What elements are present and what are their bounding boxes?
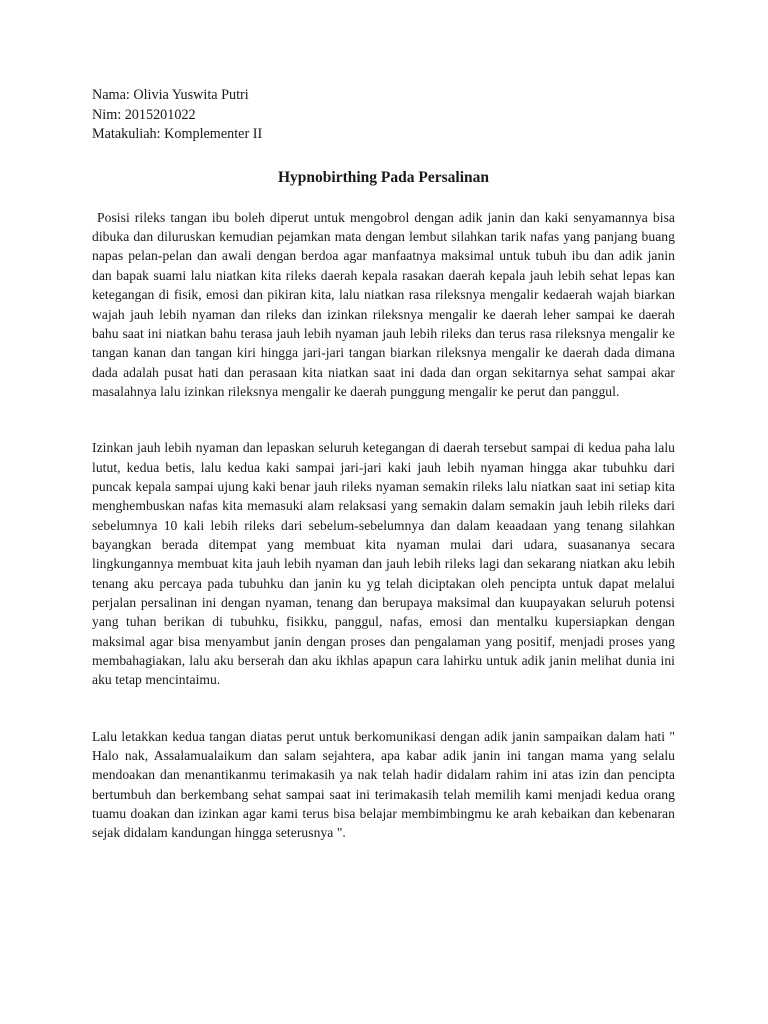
course-name: Matakuliah: Komplementer II [92, 126, 263, 143]
student-name: Nama: Olivia Yuswita Putri [92, 87, 249, 103]
student-id: Nim: 2015201022 [92, 106, 196, 123]
document-page [92, 86, 675, 843]
paragraph-2: Izinkan jauh lebih nyaman dan lepaskan seluruh ketegangan di daerah tersebut sampai di kedua paha lalu lutut, kedua betis, lalu kedua kaki sampai jari-jari kaki jauh lebih nyaman hingga akar tubuhku dari puncak kepala sampai ujung kaki benar jauh rileks nyaman semakin rileks lalu niatkan saat ini setiap kita menghembuskan nafas kita memasuki alam relaksasi yang semakin dalam semakin jauh lebih rileks dari sebelumnya 10 kali lebih rileks dari sebelum-sebelumnya dan dalam keaadaan yang tenang silahkan bayangkan berada ditempat yang membuat kita nyaman mulai dari udara, suasananya secara lingkungannya membuat kita jauh lebih nyaman dan jauh lebih rileks lagi dan sekarang niatkan aku lebih tenang aku percaya pada tubuhku dan janin ku yg telah diciptakan oleh pencipta untuk dapat melalui perjalan persalinan ini dengan nyaman, tenang dan berupaya maksimal dan kuupayakan seluruh potensi yang tuhan berikan di tubuhku, fisikku, panggul, nafas, emosi dan mentalku kupersiapkan dengan maksimal agar bisa menyambut janin dengan proses dan pengalaman yang positif, menjadi proses yang membahagiakan, lalu aku berserah dan aku ikhlas apapun cara lahirku untuk adik janin melihat dunia ini aku tetap mencintaimu. [92, 440, 675, 688]
document-title: Hypnobirthing Pada Persalinan [277, 168, 489, 186]
paragraph-1: Posisi rileks tangan ibu boleh diperut untuk mengobrol dengan adik janin dan kaki senyamannya bisa dibuka dan diluruskan kemudian pejamkan mata dengan lembut silahkan tarik nafas yang panjang buang napas pelan-pelan dan awali dengan berdoa agar manfaatnya maksimal untuk tubuh ibu dan adik janin dan bapak suami lalu niatkan kita rileks daerah kepala rasakan daerah kepala jauh lebih sehat lepas kan ketegangan di fisik, emosi dan pikiran kita, lalu niatkan rasa rileksnya mengalir kedaerah wajah biarkan wajah jauh lebih nyaman dan rileks dan izinkan rileksnya mengalir ke daerah leher sampai ke daerah bahu saat ini niatkan bahu terasa jauh lebih nyaman jauh lebih rileks dan terus rasa rileksnya mengalir ke tangan kanan dan tangan kiri hingga jari-jari tangan biarkan rileksnya mengalir ke daerah dada dimana dada adalah pusat hati dan perasaan kita niatkan saat ini dada dan organ sekitarnya sehat sampai akar masalahnya lalu izinkan rileksnya mengalir ke daerah punggung mengalir ke perut dan panggul. [92, 209, 675, 399]
paragraph-3: Lalu letakkan kedua tangan diatas perut untuk berkomunikasi dengan adik janin sampaikan dalam hati " Halo nak, Assalamualaikum dan salam sejahtera, apa kabar adik janin ini tangan mama yang selalu mendoakan dan menantikanmu terimakasih ya nak telah hadir didalam rahim ini atas izin dan pencipta bertumbuh dan berkembang sehat sampai saat ini terimakasih telah memilih kami menjadi kedua orang tuamu doakan dan izinkan agar kami terus bisa belajar membimbingmu ke arah kebaikan dan kebenaran sejak didalam kandungan hingga seterusnya ". [92, 728, 675, 841]
